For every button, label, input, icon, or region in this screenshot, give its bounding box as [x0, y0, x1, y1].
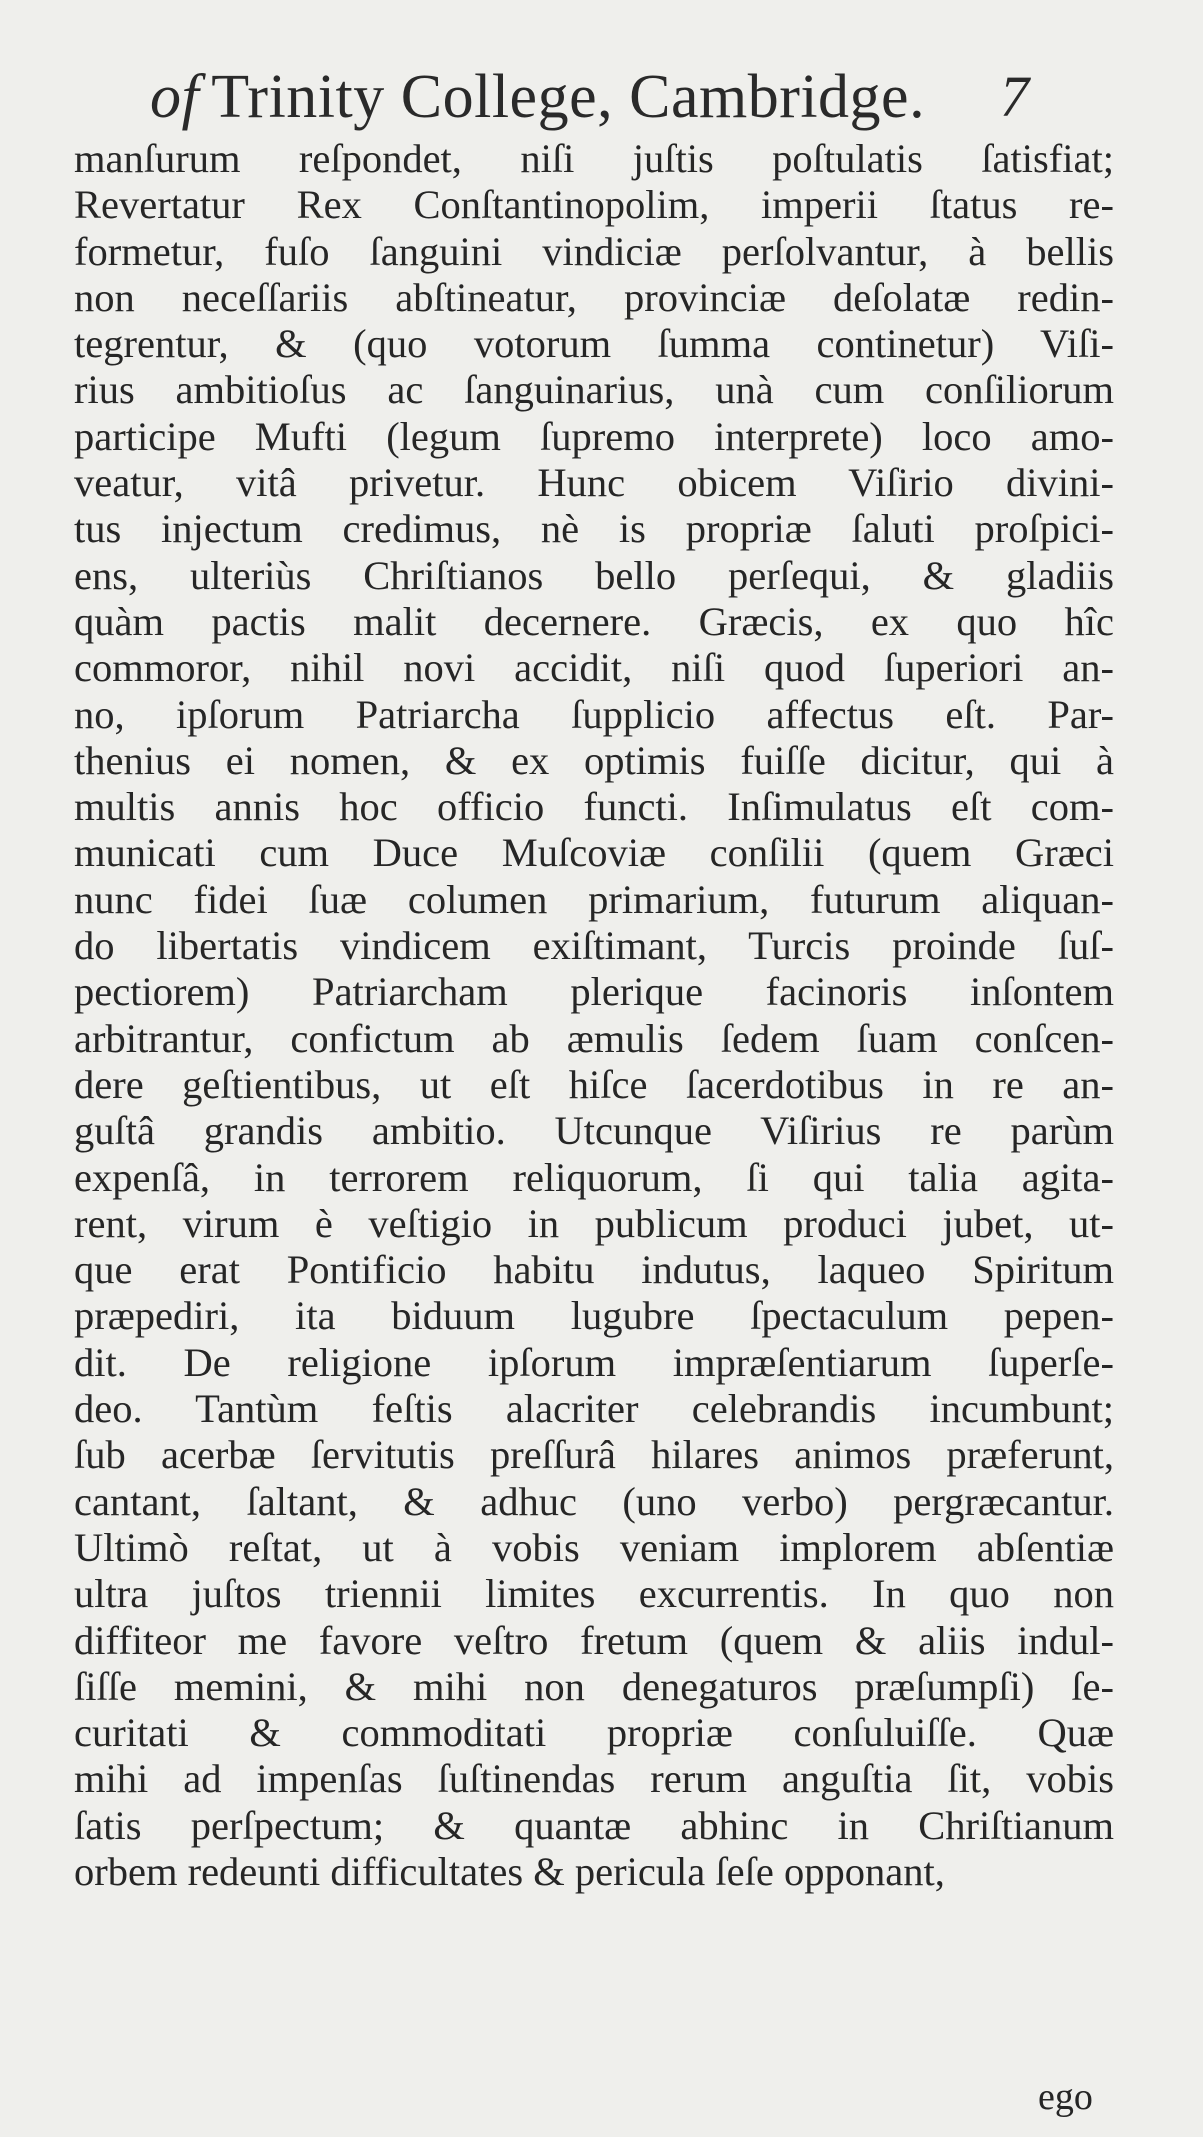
- text-line: ens, ulteriùs Chriſtianos bello perſequi, & gladiis: [74, 552, 1114, 598]
- text-line: arbitrantur, confictum ab æmulis ſedem ſuam conſcen-: [74, 1015, 1114, 1061]
- text-line: rius ambitioſus ac ſanguinarius, unà cum conſiliorum: [74, 367, 1114, 413]
- running-title-prefix: of: [150, 63, 200, 131]
- running-header: [150, 52, 1160, 142]
- text-line: quàm pactis malit decernere. Græcis, ex quo hîc: [74, 598, 1114, 644]
- text-line: commoror, nihil novi accidit, niſi quod ſuperiori an-: [74, 645, 1114, 691]
- running-title: [150, 52, 925, 142]
- page-number: 7: [1000, 64, 1029, 129]
- text-line: nunc fidei ſuæ columen primarium, futurum aliquan-: [74, 876, 1114, 922]
- text-line: formetur, fuſo ſanguini vindiciæ perſolvantur, à bellis: [74, 228, 1114, 274]
- body-text: [74, 136, 1114, 1895]
- text-line: mihi ad impenſas ſuſtinendas rerum anguſtia ſit, vobis: [74, 1756, 1114, 1802]
- text-line: do libertatis vindicem exiſtimant, Turcis proinde ſuſ-: [74, 923, 1114, 969]
- text-line: tus injectum credimus, nè is propriæ ſaluti proſpici-: [74, 506, 1114, 552]
- text-line: ultra juſtos triennii limites excurrentis. In quo non: [74, 1571, 1114, 1617]
- text-line: deo. Tantùm feſtis alacriter celebrandis incumbunt;: [74, 1386, 1114, 1432]
- text-line: cantant, ſaltant, & adhuc (uno verbo) pergræcantur.: [74, 1478, 1114, 1524]
- text-line: dere geſtientibus, ut eſt hiſce ſacerdotibus in re an-: [74, 1061, 1114, 1107]
- catchword: ego: [1038, 2076, 1093, 2118]
- text-line: expenſâ, in terrorem reliquorum, ſi qui talia agita-: [74, 1154, 1114, 1200]
- text-line: participe Mufti (legum ſupremo interprete) loco amo-: [74, 413, 1114, 459]
- text-line: veatur, vitâ privetur. Hunc obicem Viſirio divini-: [74, 460, 1114, 506]
- text-line: municati cum Duce Muſcoviæ conſilii (quem Græci: [74, 830, 1114, 876]
- text-line: pectiorem) Patriarcham plerique facinoris inſontem: [74, 969, 1114, 1015]
- text-line: ſiſſe memini, & mihi non denegaturos præſumpſi) ſe-: [74, 1663, 1114, 1709]
- text-line: dit. De religione ipſorum impræſentiarum ſuperſe-: [74, 1339, 1114, 1385]
- text-line: guſtâ grandis ambitio. Utcunque Viſirius re parùm: [74, 1108, 1114, 1154]
- text-line: orbem redeunti difficultates & pericula ſeſe opponant,: [74, 1848, 945, 1894]
- text-line: ſub acerbæ ſervitutis preſſurâ hilares animos præferunt,: [74, 1432, 1114, 1478]
- text-line: non neceſſariis abſtineatur, provinciæ deſolatæ redin-: [74, 274, 1114, 320]
- text-line: no, ipſorum Patriarcha ſupplicio affectus eſt. Par-: [74, 691, 1114, 737]
- text-line: rent, virum è veſtigio in publicum produci jubet, ut-: [74, 1200, 1114, 1246]
- text-line: tegrentur, & (quo votorum ſumma continetur) Viſi-: [74, 321, 1114, 367]
- text-line: thenius ei nomen, & ex optimis fuiſſe dicitur, qui à: [74, 737, 1114, 783]
- text-line: præpediri, ita biduum lugubre ſpectaculum pepen-: [74, 1293, 1114, 1339]
- text-line: curitati & commoditati propriæ conſuluiſſe. Quæ: [74, 1710, 1114, 1756]
- running-title-text: Trinity College, Cambridge.: [211, 63, 926, 131]
- text-line: ſatis perſpectum; & quantæ abhinc in Chriſtianum: [74, 1802, 1114, 1848]
- text-line: Revertatur Rex Conſtantinopolim, imperii ſtatus re-: [74, 182, 1114, 228]
- text-line: Ultimò reſtat, ut à vobis veniam implorem abſentiæ: [74, 1524, 1114, 1570]
- text-line: diffiteor me favore veſtro fretum (quem & aliis indul-: [74, 1617, 1114, 1663]
- text-line: manſurum reſpondet, niſi juſtis poſtulatis ſatisfiat;: [74, 136, 1114, 181]
- text-line: multis annis hoc officio functi. Inſimulatus eſt com-: [74, 784, 1114, 830]
- text-line: que erat Pontificio habitu indutus, laqueo Spiritum: [74, 1247, 1114, 1293]
